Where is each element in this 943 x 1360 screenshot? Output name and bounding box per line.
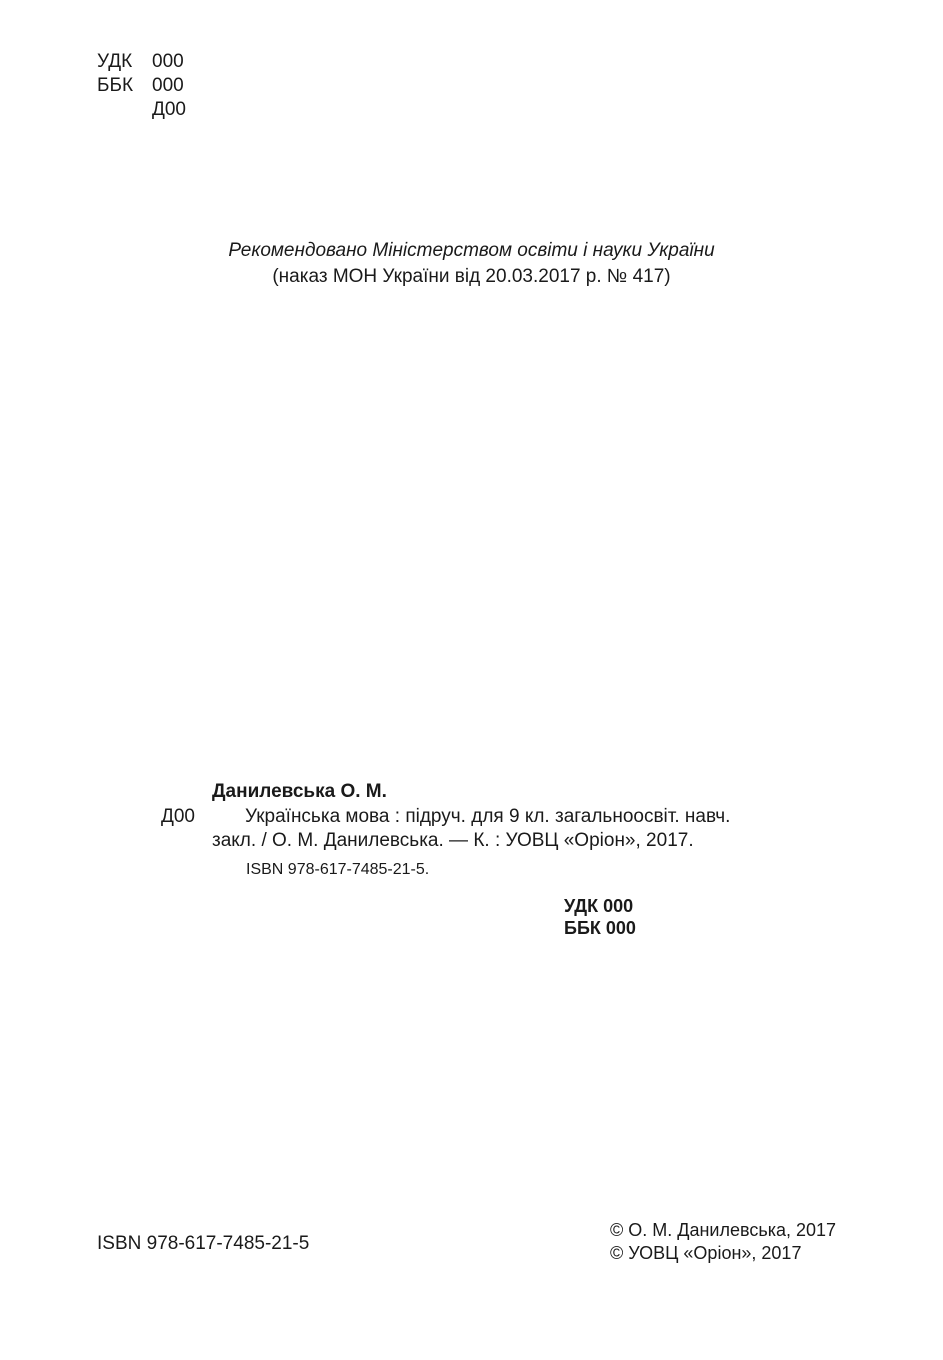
udk-value: 000 [152,51,184,72]
udk-row [97,50,186,74]
catalog-description-line2: закл. / О. М. Данилевська. — К. : УОВЦ «Оріон», 2017. [212,830,694,851]
udk-label: УДК [97,51,133,72]
footer-isbn: ISBN 978-617-7485-21-5 [97,1233,310,1254]
catalog-shelf-mark: Д00 [161,806,196,827]
catalog-bbk: ББК 000 [564,918,636,938]
recommendation-line1: Рекомендовано Міністерством освіти і науки України [228,240,715,261]
catalog-description-line1: Українська мова : підруч. для 9 кл. загальноосвіт. навч. [245,806,731,827]
catalog-codes [564,895,636,939]
catalog-isbn: ISBN 978-617-7485-21-5. [246,861,430,878]
author-sign: Д00 [152,99,187,120]
recommendation-line2: (наказ МОН України від 20.03.2017 р. № 417) [272,266,671,287]
bbk-label: ББК [97,75,134,96]
catalog-author: Данилевська О. М. [212,781,387,802]
catalog-udk: УДК 000 [564,896,634,916]
ministry-recommendation [0,238,943,290]
copyright-block [610,1219,836,1265]
bbk-row [97,74,186,98]
copyright-publisher: © УОВЦ «Оріон», 2017 [610,1243,802,1263]
author-sign-row [97,98,186,122]
bbk-value: 000 [152,75,184,96]
classification-codes [97,50,186,122]
copyright-author: © О. М. Данилевська, 2017 [610,1220,837,1240]
